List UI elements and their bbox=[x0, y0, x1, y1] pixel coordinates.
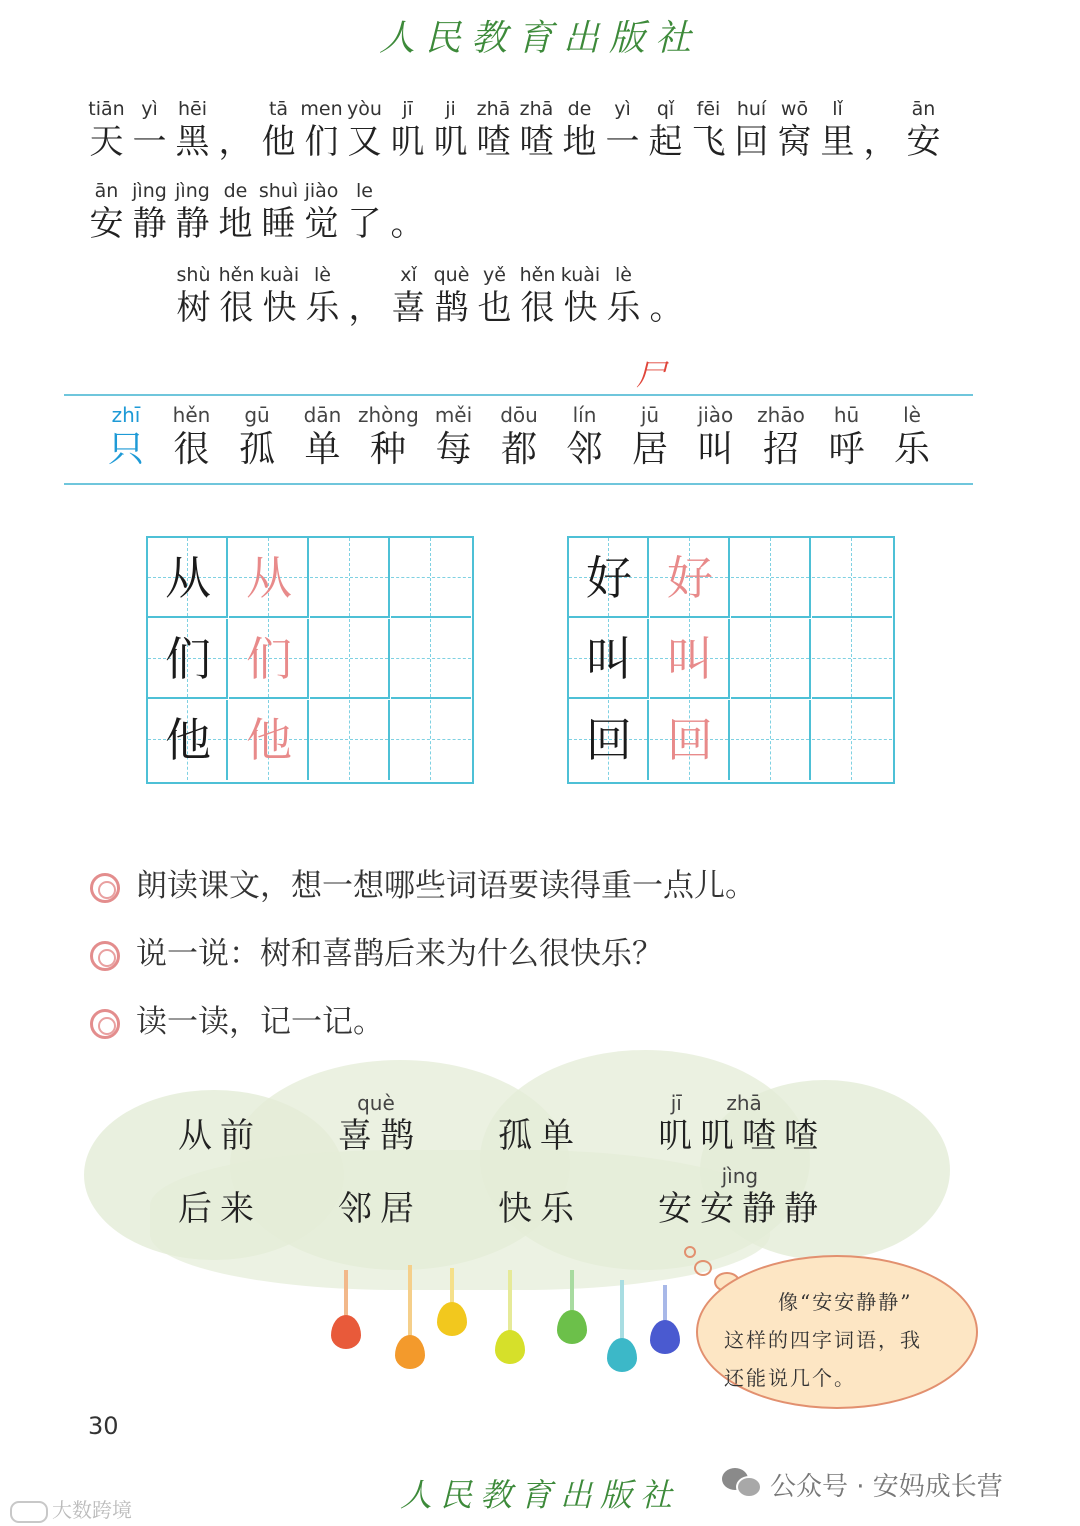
ruby-char: hěn 很 bbox=[218, 264, 255, 328]
new-word: zhòng 种 bbox=[358, 403, 419, 470]
vocab-word: 从前 bbox=[178, 1116, 262, 1156]
ruby-char: xǐ 喜 bbox=[391, 264, 426, 328]
exercise-3: 读一读，记一记。 bbox=[90, 996, 384, 1041]
watermark-logo-icon bbox=[10, 1501, 48, 1523]
ruby-char: 。 bbox=[390, 204, 425, 244]
ruby-char: yì 一 bbox=[132, 98, 167, 162]
ruby-char: yě 也 bbox=[477, 264, 512, 328]
ruby-char: jìng 静 bbox=[132, 180, 167, 244]
ruby-char: le 了 bbox=[347, 180, 382, 244]
drop-cyan-icon bbox=[607, 1338, 637, 1372]
grid-cell bbox=[731, 538, 811, 618]
drop-red-icon bbox=[331, 1315, 361, 1349]
new-word: lè 乐 bbox=[893, 403, 930, 470]
trace-char: 叫 bbox=[667, 632, 713, 686]
vocab-word: 邻居 bbox=[338, 1189, 422, 1229]
grid-cell bbox=[812, 700, 892, 780]
ruby-char: ān 安 bbox=[906, 98, 941, 162]
new-word: lín 邻 bbox=[566, 403, 603, 470]
publisher-footer: 人民教育出版社 bbox=[399, 1476, 680, 1514]
ruby-char: tā 他 bbox=[261, 98, 296, 162]
trace-char: 他 bbox=[246, 713, 292, 767]
drop-yellow-icon bbox=[437, 1302, 467, 1336]
grid-cell bbox=[650, 619, 730, 699]
ruby-char: hěn 很 bbox=[519, 264, 556, 328]
ruby-char: kuài 快 bbox=[259, 264, 300, 328]
model-char: 从 bbox=[165, 551, 211, 605]
wechat-icon bbox=[722, 1464, 762, 1500]
new-word: dōu 都 bbox=[500, 403, 538, 470]
grid-cell bbox=[391, 619, 471, 699]
new-word: zhī 只 bbox=[107, 403, 144, 470]
model-char: 们 bbox=[165, 632, 211, 686]
writing-grid-right bbox=[567, 536, 895, 784]
ruby-char: què 鹊 bbox=[433, 264, 470, 328]
model-char: 回 bbox=[586, 713, 632, 767]
new-word: hū 呼 bbox=[828, 403, 865, 470]
ruby-char: de 地 bbox=[562, 98, 597, 162]
bubble-dot-small bbox=[684, 1246, 696, 1258]
page-number: 30 bbox=[88, 1412, 119, 1440]
new-word: hěn 很 bbox=[172, 403, 211, 470]
grid-cell bbox=[812, 538, 892, 618]
ruby-char: lǐ 里 bbox=[820, 98, 855, 162]
new-word: dān 单 bbox=[303, 403, 342, 470]
grid-cell bbox=[229, 700, 309, 780]
grid-cell bbox=[391, 538, 471, 618]
ruby-char: qǐ 起 bbox=[648, 98, 683, 162]
vocab-word: jìng 安安静静 bbox=[658, 1164, 826, 1229]
exercise-2: 说一说：树和喜鹊后来为什么很快乐？ bbox=[90, 928, 663, 973]
grid-cell bbox=[731, 700, 811, 780]
trace-char: 好 bbox=[667, 551, 713, 605]
ruby-char: lè 乐 bbox=[606, 264, 641, 328]
ruby-char: fēi 飞 bbox=[691, 98, 726, 162]
ruby-char: ， bbox=[863, 122, 898, 162]
thought-bubble: 像“安安静静” 这样的四字词语，我 还能说几个。 bbox=[696, 1255, 978, 1409]
vocab-word: jī zhā 叽叽喳喳 bbox=[658, 1091, 826, 1156]
ruby-char: jiào 觉 bbox=[304, 180, 339, 244]
exercise-badge-icon bbox=[90, 873, 120, 903]
ruby-char: ān 安 bbox=[89, 180, 124, 244]
ruby-char: ， bbox=[218, 122, 253, 162]
exercise-1: 朗读课文，想一想哪些词语要读得重一点儿。 bbox=[90, 860, 756, 905]
publisher-header: 人民教育出版社 bbox=[378, 18, 701, 59]
grid-cell bbox=[569, 619, 649, 699]
ruby-char: zhā 喳 bbox=[519, 98, 554, 162]
ruby-char: wō 窝 bbox=[777, 98, 812, 162]
grid-cell bbox=[310, 538, 390, 618]
model-char: 好 bbox=[586, 551, 632, 605]
ruby-char: ， bbox=[348, 288, 383, 328]
grid-cell bbox=[731, 619, 811, 699]
watermark: 大数跨境 bbox=[10, 1494, 132, 1523]
ruby-char: huí 回 bbox=[734, 98, 769, 162]
ruby-char: lè 乐 bbox=[305, 264, 340, 328]
new-word: gū 孤 bbox=[238, 403, 275, 470]
grid-cell bbox=[569, 538, 649, 618]
ruby-char: jī 叽 bbox=[390, 98, 425, 162]
grid-cell bbox=[310, 700, 390, 780]
new-word: jū 居 bbox=[631, 403, 668, 470]
model-char: 他 bbox=[165, 713, 211, 767]
radical-hint: 尸 bbox=[636, 358, 666, 393]
ruby-char: yì 一 bbox=[605, 98, 640, 162]
vocab-word: 后来 bbox=[178, 1189, 262, 1229]
trace-char: 从 bbox=[246, 551, 292, 605]
drop-orange-icon bbox=[395, 1335, 425, 1369]
exercise-badge-icon bbox=[90, 1009, 120, 1039]
ruby-char: shù 树 bbox=[176, 264, 211, 328]
ruby-char: ji 叽 bbox=[433, 98, 468, 162]
grid-cell bbox=[650, 538, 730, 618]
grid-cell bbox=[569, 700, 649, 780]
ruby-char: shuì 睡 bbox=[258, 180, 299, 244]
trace-char: 们 bbox=[246, 632, 292, 686]
grid-cell bbox=[148, 619, 228, 699]
ruby-char: hēi 黑 bbox=[175, 98, 210, 162]
vocab-word: 快乐 bbox=[498, 1189, 582, 1229]
grid-cell bbox=[310, 619, 390, 699]
ruby-char: 。 bbox=[649, 288, 684, 328]
grid-cell bbox=[148, 700, 228, 780]
grid-cell bbox=[650, 700, 730, 780]
wechat-account: 公众号 · 安妈成长营 bbox=[770, 1472, 1003, 1502]
drop-green-icon bbox=[557, 1310, 587, 1344]
top-rule bbox=[64, 394, 973, 396]
model-char: 叫 bbox=[586, 632, 632, 686]
bubble-dot-medium bbox=[694, 1260, 712, 1276]
bottom-rule bbox=[64, 483, 973, 485]
vocab-word: 孤单 bbox=[498, 1116, 582, 1156]
new-word: jiào 叫 bbox=[697, 403, 734, 470]
exercise-badge-icon bbox=[90, 941, 120, 971]
drop-lime-icon bbox=[495, 1330, 525, 1364]
ruby-char: men 们 bbox=[300, 98, 343, 162]
writing-grid-left bbox=[146, 536, 474, 784]
grid-cell bbox=[391, 700, 471, 780]
vocab-word: què 喜鹊 bbox=[338, 1091, 422, 1156]
grid-cell bbox=[812, 619, 892, 699]
ruby-char: jìng 静 bbox=[175, 180, 210, 244]
ruby-char: de 地 bbox=[218, 180, 253, 244]
trace-char: 回 bbox=[667, 713, 713, 767]
new-word: zhāo 招 bbox=[757, 403, 805, 470]
ruby-char: yòu 又 bbox=[347, 98, 382, 162]
ruby-char: zhā 喳 bbox=[476, 98, 511, 162]
grid-cell bbox=[229, 538, 309, 618]
ruby-char: kuài 快 bbox=[560, 264, 601, 328]
new-word: měi 每 bbox=[434, 403, 473, 470]
grid-cell bbox=[148, 538, 228, 618]
drop-blue-icon bbox=[650, 1320, 680, 1354]
grid-cell bbox=[229, 619, 309, 699]
ruby-char: tiān 天 bbox=[88, 98, 125, 162]
